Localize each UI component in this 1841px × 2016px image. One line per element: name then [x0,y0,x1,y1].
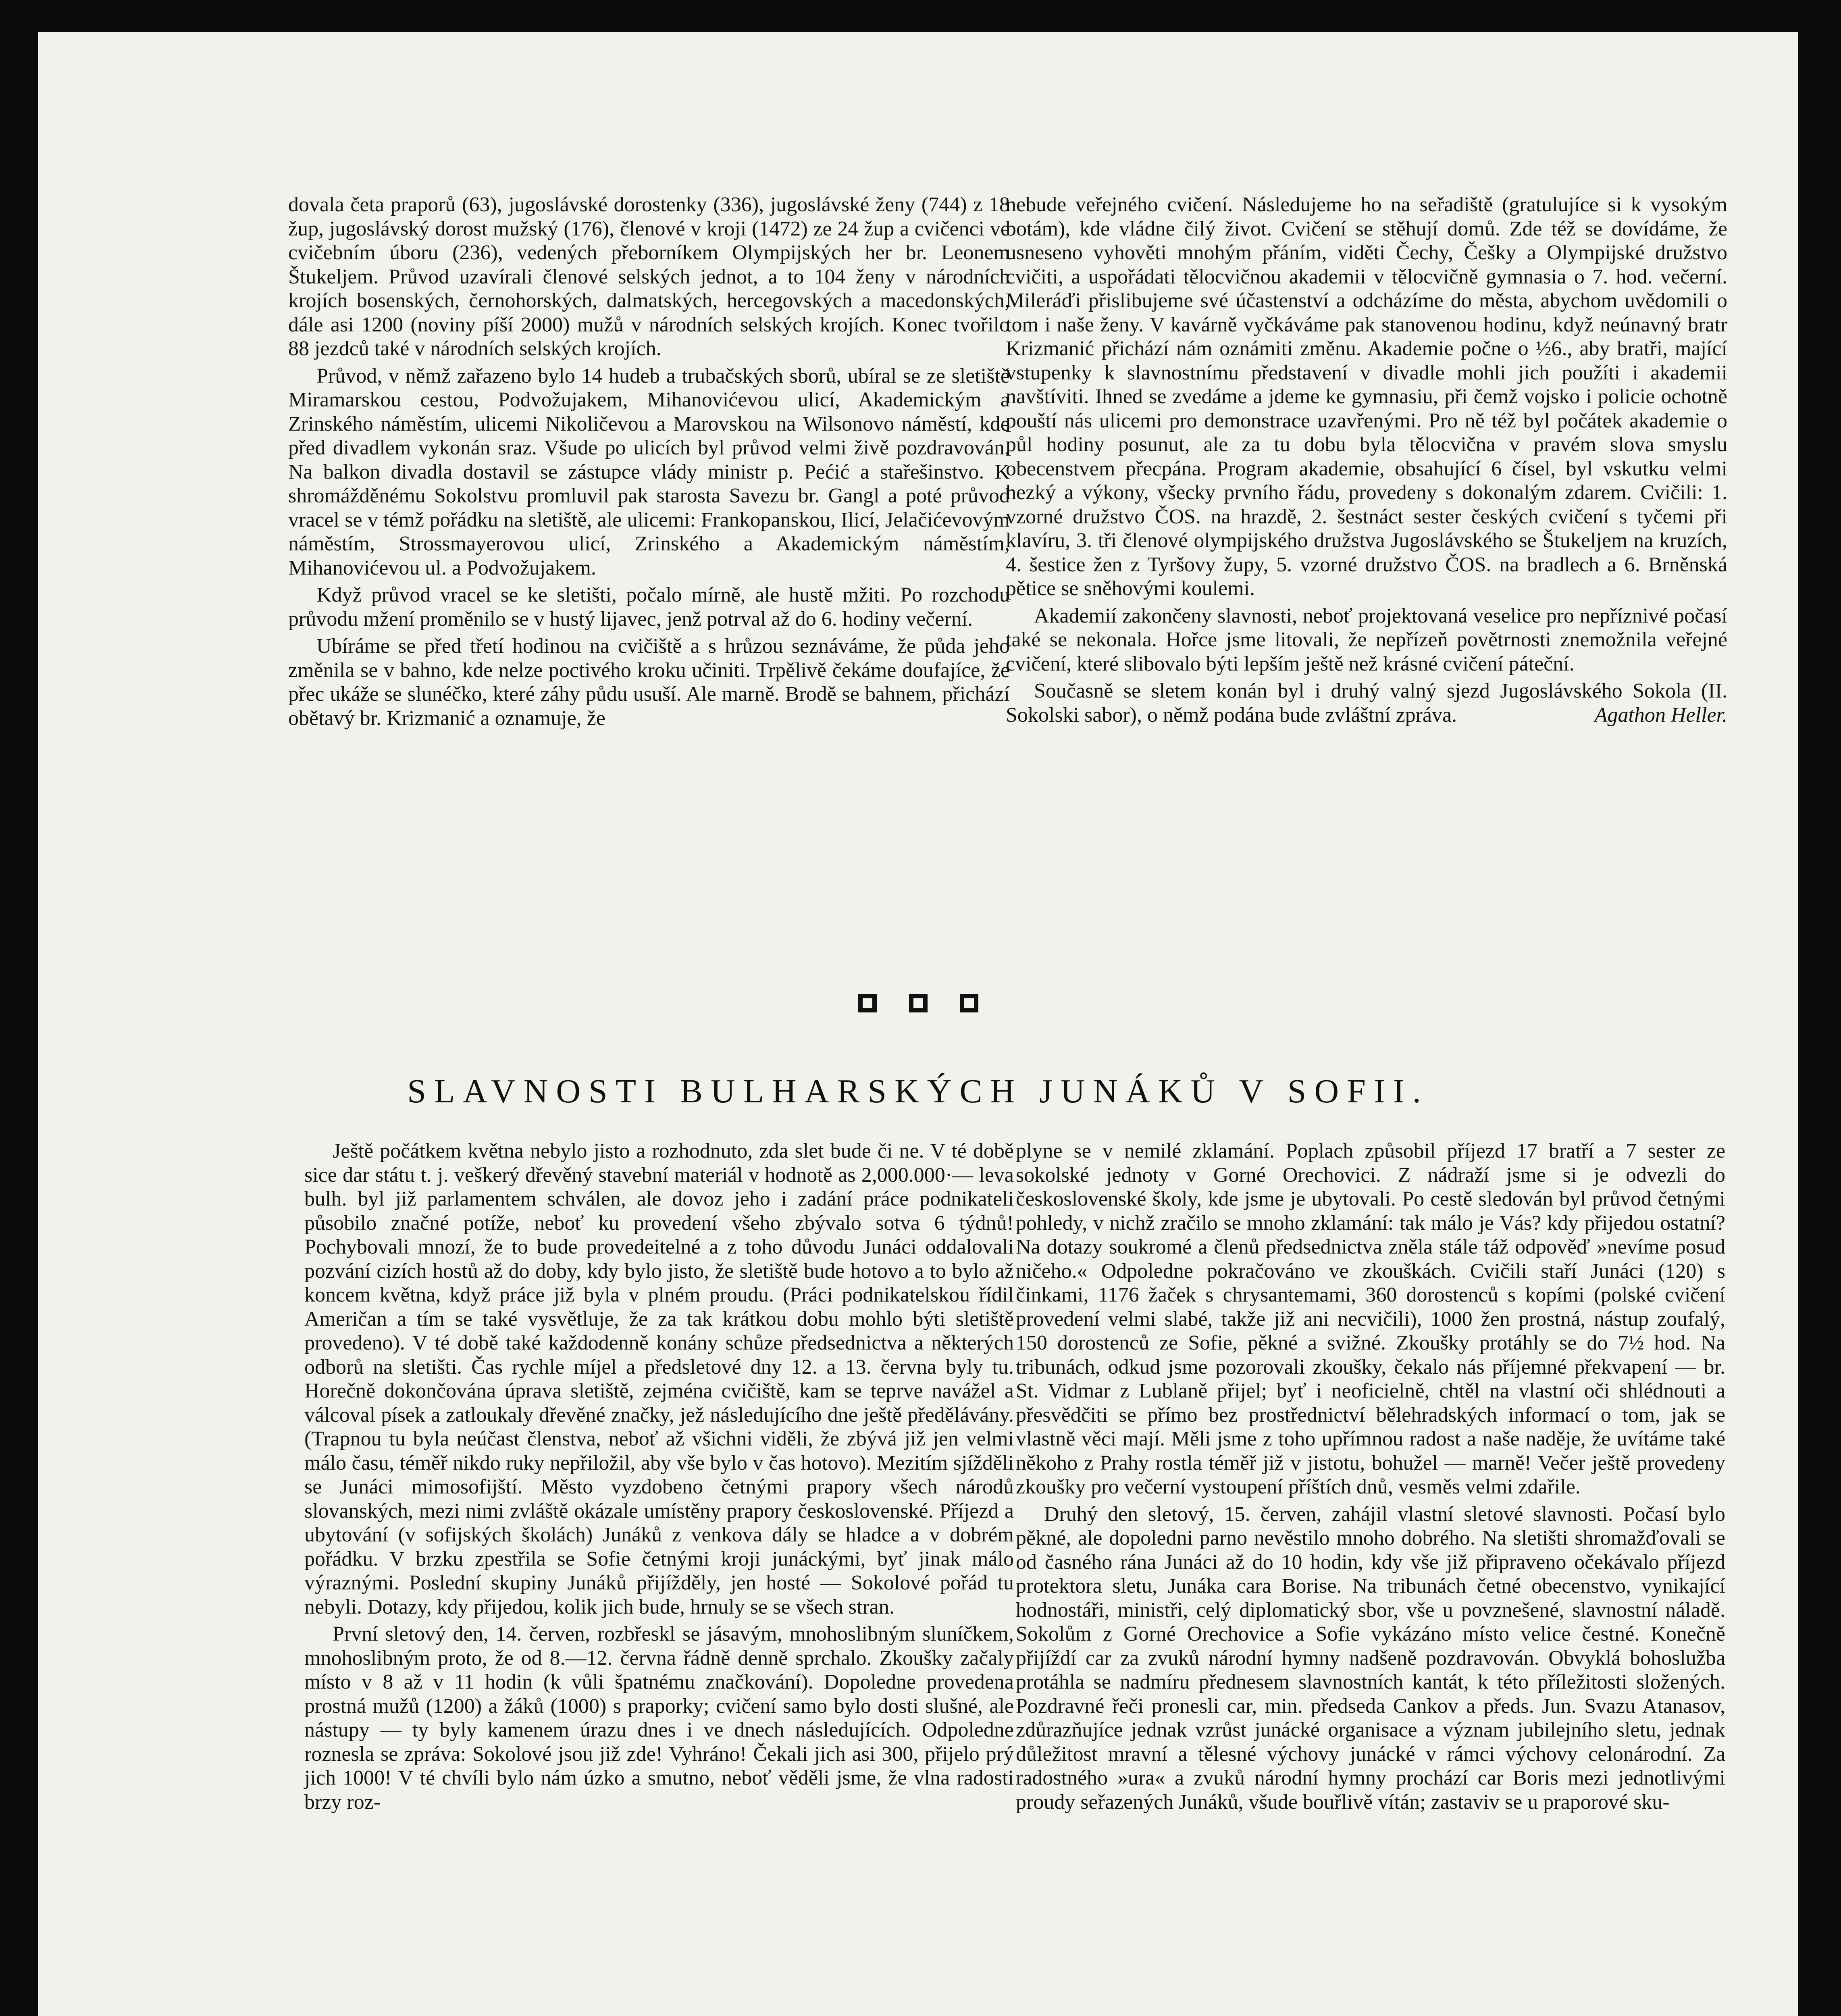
paragraph: Průvod, v němž zařazeno bylo 14 hudeb a trubačských sborů, ubíral se ze sletiště Miramarskou cestou, Podvožujakem, Mihanovićevou ulicí, Akademickým a Zrinského náměstím, ulicemi Nikoličevou a Marovskou na Wilsonovo náměstí, kde před divadlem vykonán sraz. Všude po ulicích byl průvod velmi živě pozdravován. Na balkon divadla dostavil se zástupce vlády ministr p. Pećić a stařešinstvo. K shromážděnému Sokolstvu promluvil pak starosta Savezu br. Gangl a poté průvod vracel se v témž pořádku na sletiště, ale ulicemi: Frankopanskou, Ilicí, Jelačićevovým náměstím, Strossmayerovou ulicí, Zrinského a Akademickým náměstím, Mihanovićevou ul. a Podvožujakem. [288,364,1010,579]
top-right-column [1006,193,1727,727]
square-ornament [909,994,928,1012]
paragraph: Když průvod vracel se ke sletišti, počalo mírně, ale hustě mžiti. Po rozchodu průvodu mžení proměnilo se v hustý lijavec, jenž potrval až do 6. hodiny večerní. [288,583,1010,631]
author-signature: Agathon Heller. [1594,704,1727,727]
section-divider [38,994,1798,1014]
paragraph: První sletový den, 14. červen, rozbřeskl se jásavým, mnohoslibným sluníčkem, mnohoslibným proto, že od 8.—12. června řádně denně sprchalo. Zkoušky začaly místo v 8 až v 11 hodin (k vůli špatnému značkování). Dopoledne provedena prostná mužů (1200) a žáků (1000) s praporky; cvičení samo bylo dosti slušné, ale nástupy — ty byly kamenem úrazu dnes i ve dnech následujících. Odpoledne roznesla se zpráva: Sokolové jsou již zde! Vyhráno! Čekali jich asi 300, přijelo prý jich 1000! V té chvíli bylo nám úzko a smutno, neboť věděli jsme, že vlna radosti brzy roz- [304,1622,1014,1814]
paragraph: plyne se v nemilé zklamání. Poplach způsobil příjezd 17 bratří a 7 sester ze sokolské jednoty v Gorné Orechovici. Z nádraží jsme si je odvezli do československé školy, kde jsme je ubytovali. Po cestě sledován byl průvod četnými pohledy, v nichž zračilo se mnoho zklamání: tak málo je Vás? kdy přijedou ostatní? Na dotazy soukromé a členů předsednictva zněla stále táž odpověď »nevíme posud ničeho.« Odpoledne pokračováno ve zkouškách. Cvičili staří Junáci (120) s činkami, 1176 žaček s chrysantemami, 360 dorostenců s kopími (polské cvičení provedení velmi slabé, takže již ani necvičili), 1000 žen prostná, nástup zoufalý, 150 dorostenců ze Sofie, pěkné a svižné. Zkoušky protáhly se do 7½ hod. Na tribunách, odkud jsme pozorovali zkoušky, čekalo nás příjemné překvapení — br. St. Vidmar z Lublaně přijel; byť i neoficielně, chtěl na vlastní oči shlédnouti a přesvědčiti se přímo bez prostřednictví bělehradských informací o tom, jak se vlastně věci mají. Měli jsme z toho upřímnou radost a naše naděje, že uvítáme také někoho z Prahy rostla téměř již v jistotu, bohužel — marně! Večer ještě provedeny zkoušky pro večerní vystoupení příštích dnů, vesměs velmi zdařile. [1016,1139,1725,1498]
square-ornament [960,994,978,1012]
paragraph: Akademií zakončeny slavnosti, neboť projektovaná veselice pro nepříznivé počasí také se nekonala. Hořce jsme litovali, že nepřízeň povětrnosti znemožnila veřejné cvičení, které slibovalo býti lepším ještě než krásné cvičení páteční. [1006,604,1727,675]
page [38,32,1798,2016]
paragraph: nebude veřejného cvičení. Následujeme ho na seřadiště (gratulujíce si k vysokým botám), kde vládne čilý život. Cvičení se stěhují domů. Zde též se dovídáme, že usneseno vyhověti mnohým přáním, viděti Čechy, Češky a Olympijské družstvo cvičiti, a uspořádati tělocvičnou akademii v tělocvičně gymnasia o 7. hod. večerní. Mileráďi přislibujeme své účastenství a odcházíme do města, abychom uvědomili o tom i naše ženy. V kavárně vyčkáváme pak stanovenou hodinu, když neúnavný bratr Krizmanić přichází nám oznámiti změnu. Akademie počne o ½6., aby bratři, mající vstupenky k slavnostnímu představení v divadle mohli jich použíti i akademii navštíviti. Ihned se zvedáme a jdeme ke gymnasiu, při čemž vojsko i policie ochotně pouští nás ulicemi pro demonstrace uzavřenými. Pro ně též byl počátek akademie o půl hodiny posunut, ale za tu dobu byla tělocvična v pravém slova smyslu obecenstvem přecpána. Program akademie, obsahující 6 čísel, byl vskutku velmi hezký a výkony, všecky prvního řádu, provedeny s dokonalým zdarem. Cvičili: 1. vzorné družstvo ČOS. na hrazdě, 2. šestnáct sester českých cvičení s tyčemi při klavíru, 3. tři členové olympijského družstva Jugoslávského se Štukeljem na kruzích, 4. šestice žen z Tyršovy župy, 5. vzorné družstvo ČOS. na bradlech a 6. Brněnská pětice se sněhovými koulemi. [1006,193,1727,600]
paragraph: Současně se sletem konán byl i druhý valný sjezd Jugoslávského Sokola (II. Sokolski sabor), o němž podána bude zvláštní zpráva. [1006,679,1727,727]
top-left-column [288,193,1010,730]
bottom-right-column [1016,1139,1725,1814]
paragraph: Ještě počátkem května nebylo jisto a rozhodnuto, zda slet bude či ne. V té době sice dar státu t. j. veškerý dřevěný stavební materiál v hodnotě as 2,000.000·— leva bulh. byl již parlamentem schválen, ale dovoz jeho i zadání práce podnikateli působilo značné potíže, neboť ku provedení všeho zbývalo sotva 6 týdnů! Pochybovali mnozí, že to bude provedeitelné a z toho důvodu Junáci oddalovali pozvání cizích hostů až do doby, kdy bylo jisto, že sletiště bude hotovo a to bylo až koncem května, když práce již byla v plném proudu. (Práci podnikatelskou řídil Američan a tím se také vysvětluje, že za tak krátkou dobu mohlo býti sletiště provedeno). V té době také každodenně konány schůze předsednictva a některých odborů na sletišti. Čas rychle míjel a předsletové dny 12. a 13. června byly tu. Horečně dokončována úprava sletiště, zejména cvičiště, kam se teprve navážel a válcoval písek a zatloukaly dřevěné značky, jež následujícího dne ještě předělávány. (Trapnou tu byla neúčast členstva, neboť až všichni viděli, že zbývá již jen velmi málo času, téměř nikdo ruky nepřiložil, aby vše bylo v čas hotovo). Mezitím sjížděli se Junáci mimosofijští. Město vyzdobeno četnými prapory všech národů slovanských, mezi nimi zvláště okázale umístěny prapory československé. Příjezd a ubytování (v sofijských školách) Junáků z venkova dály se hladce a v dobrém pořádku. V brzku zpestřila se Sofie četnými kroji junáckými, byť jinak málo výraznými. Poslední skupiny Junáků přijížděly, jen hosté — Sokolové pořád tu nebyli. Dotazy, kdy přijedou, kolik jich bude, hrnuly se se všech stran. [304,1139,1014,1618]
paragraph: dovala četa praporů (63), jugoslávské dorostenky (336), jugoslávské ženy (744) z 18 žup, jugoslávský dorost mužský (176), členové v kroji (1472) ze 24 žup a cvičenci ve cvičebním úboru (236), vedených přeborníkem Olympijských her br. Leonem Štukeljem. Průvod uzavírali členové selských jednot, a to 104 ženy v národních krojích bosenských, černohorských, dalmatských, hercegovských a macedonských, dále asi 1200 (noviny píší 2000) mužů v národních selských krojích. Konec tvořilo 88 jezdců také v národních selských krojích. [288,193,1010,360]
section-title: SLAVNOSTI BULHARSKÝCH JUNÁKŮ V SOFII. [407,1073,1429,1110]
bottom-left-column [304,1139,1014,1814]
paragraph: Druhý den sletový, 15. červen, zahájil vlastní sletové slavnosti. Počasí bylo pěkné, ale dopoledni parno nevěstilo mnoho dobrého. Na sletišti shromažďovali se od časného rána Junáci až do 10 hodin, kdy vše již připraveno očekávalo příjezd protektora sletu, Junáka cara Borise. Na tribunách četné obecenstvo, vynikající hodnostáři, ministři, celý diplomatický sbor, vše u povznešené, slavnostní náladě. Sokolům z Gorné Orechovice a Sofie vykázáno místo velice čestné. Konečně přijíždí car za zvuků národní hymny nadšeně pozdravován. Obvyklá bohoslužba protáhla se nadmíru přednesem slavnostních kantát, k této příležitosti složených. Pozdravné řeči pronesli car, min. předseda Cankov a předs. Jun. Svazu Atanasov, zdůrazňujíce jednak vzrůst junácké organisace a význam jubilejního sletu, jednak důležitost mravní a tělesné výchovy junácké v rámci výchovy celonárodní. Za radostného »ura« a zvuků národní hymny prochází car Boris mezi jednotlivými proudy seřazených Junáků, všude bouřlivě vítán; zastaviv se u praporové sku- [1016,1502,1725,1814]
square-ornament [858,994,877,1012]
paragraph: Ubíráme se před třetí hodinou na cvičiště a s hrůzou seznáváme, že půda jeho změnila se v bahno, kde nelze poctivého kroku učiniti. Trpělivě čekáme doufajíce, že přec ukáže se slunéčko, které záhy půdu usuší. Ale marně. Brodě se bahnem, přichází obětavý br. Krizmanić a oznamuje, že [288,635,1010,730]
